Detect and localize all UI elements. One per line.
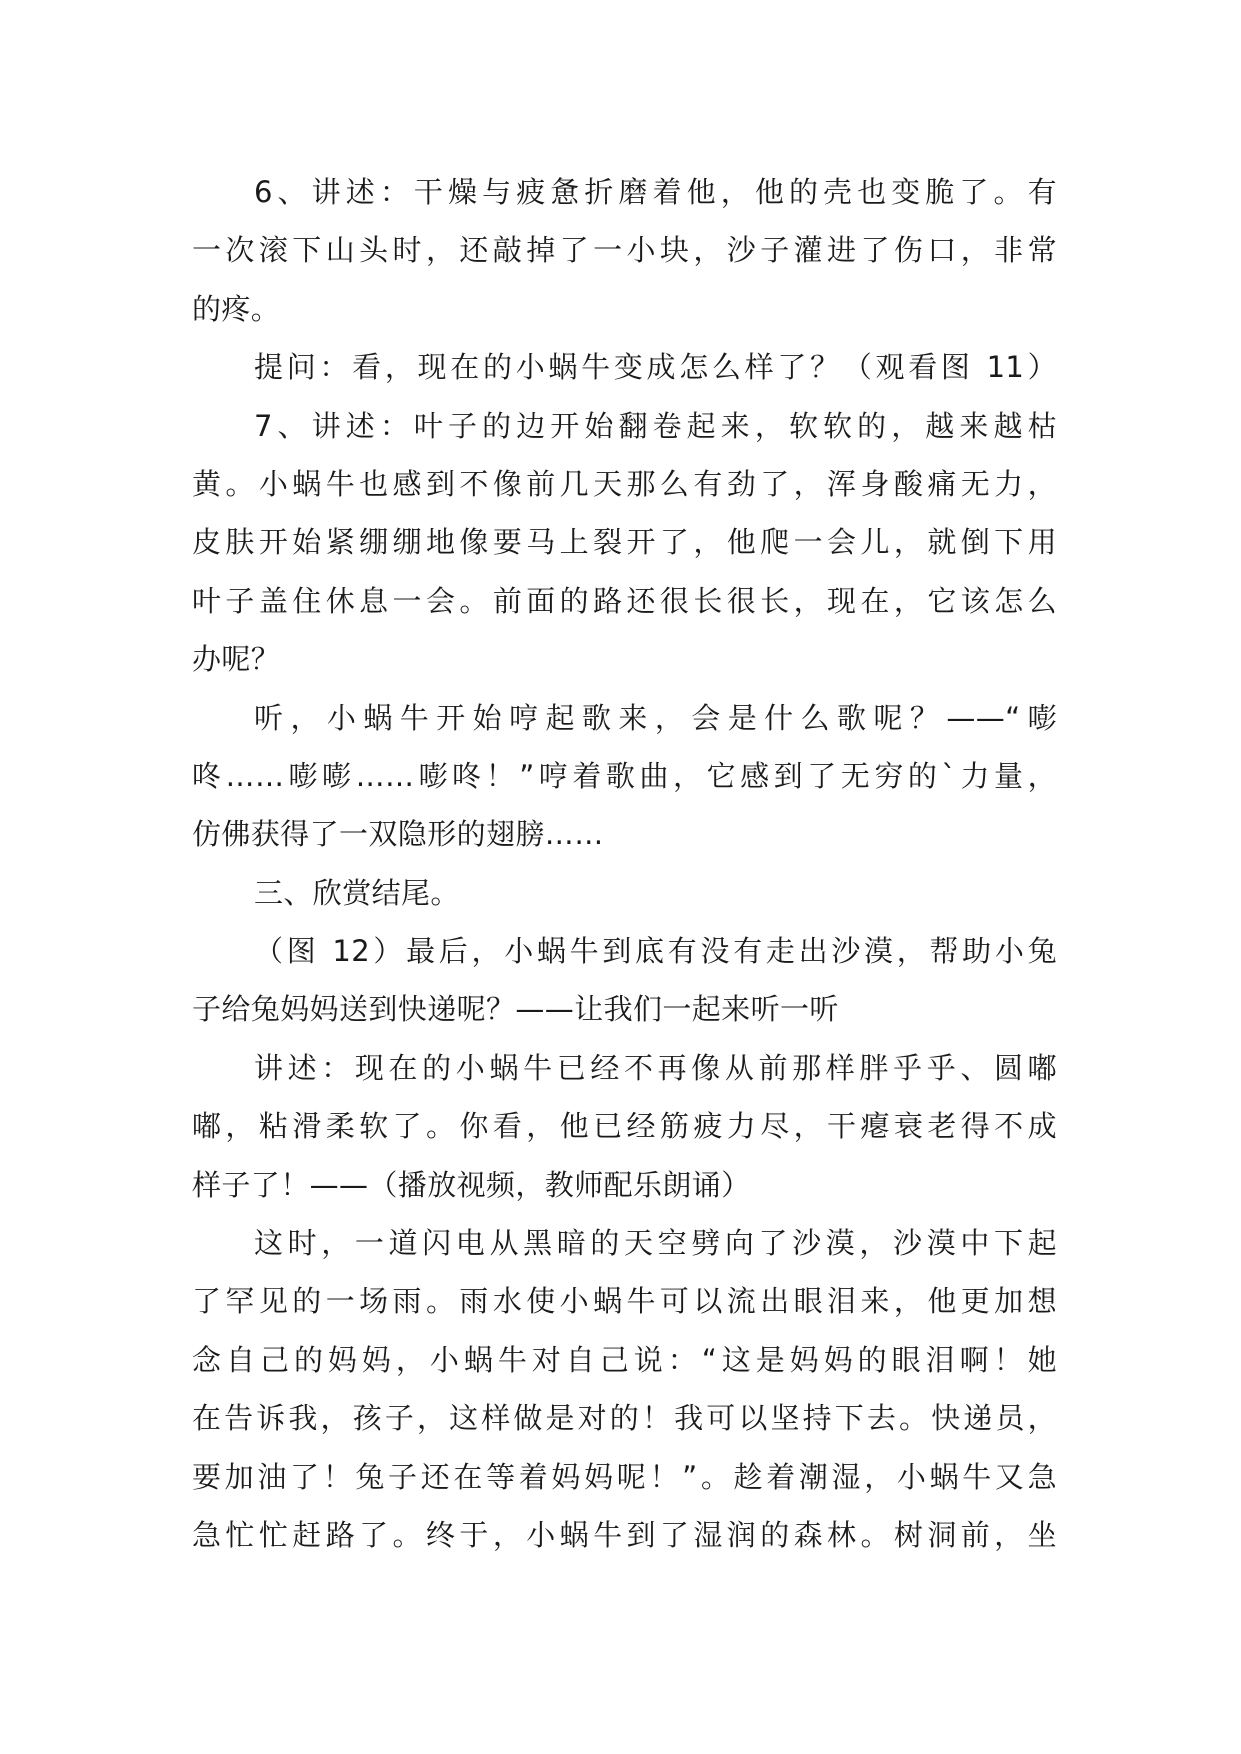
text-line: 讲述：现在的小蜗牛已经不再像从前那样胖乎乎、圆嘟 [254, 1050, 1057, 1085]
text-line: 子给兔妈妈送到快递呢？——让我们一起来听一听 [192, 992, 839, 1027]
text-line: 样子了！——（播放视频，教师配乐朗诵） [192, 1167, 751, 1202]
text-line: 三、欣赏结尾。 [254, 875, 460, 910]
text-line: 皮肤开始紧绷绷地像要马上裂开了，他爬一会儿，就倒下用 [192, 525, 1057, 560]
text-line: 念自己的妈妈，小蜗牛对自己说：“这是妈妈的眼泪啊！她 [192, 1342, 1057, 1377]
text-line: 的疼。 [192, 291, 281, 326]
text-line: 仿佛获得了一双隐形的翅膀…… [192, 817, 604, 852]
text-line: 在告诉我，孩子，这样做是对的！我可以坚持下去。快递员， [192, 1401, 1057, 1436]
text-line: 黄。小蜗牛也感到不像前几天那么有劲了，浑身酸痛无力， [192, 466, 1057, 501]
text-line: 办呢？ [192, 642, 281, 677]
text-line: 6、讲述：干燥与疲惫折磨着他，他的壳也变脆了。有 [254, 175, 1057, 209]
text-line: 要加油了！兔子还在等着妈妈呢！”。趁着潮湿，小蜗牛又急 [192, 1459, 1057, 1494]
text-line: 了罕见的一场雨。雨水使小蜗牛可以流出眼泪来，他更加想 [192, 1284, 1057, 1319]
document-body [192, 163, 1057, 1564]
text-line: 这时，一道闪电从黑暗的天空劈向了沙漠，沙漠中下起 [254, 1226, 1057, 1261]
text-line: 嘟，粘滑柔软了。你看，他已经筋疲力尽，干瘪衰老得不成 [192, 1109, 1057, 1144]
text-line: 一次滚下山头时，还敲掉了一小块，沙子灌进了伤口，非常 [192, 233, 1057, 268]
text-line: 急忙忙赶路了。终于，小蜗牛到了湿润的森林。树洞前，坐 [192, 1517, 1057, 1552]
text-line: 提问：看，现在的小蜗牛变成怎么样了？（观看图 11） [254, 350, 1057, 385]
text-line: 叶子盖住休息一会。前面的路还很长很长，现在，它该怎么 [192, 583, 1057, 618]
text-line: （图 12）最后，小蜗牛到底有没有走出沙漠，帮助小兔 [254, 934, 1057, 969]
text-line: 咚……嘭嘭……嘭咚！”哼着歌曲，它感到了无穷的`力量， [192, 758, 1057, 793]
text-line: 听，小蜗牛开始哼起歌来，会是什么歌呢？——“嘭 [254, 700, 1057, 735]
text-line: 7、讲述：叶子的边开始翻卷起来，软软的，越来越枯 [254, 408, 1057, 443]
